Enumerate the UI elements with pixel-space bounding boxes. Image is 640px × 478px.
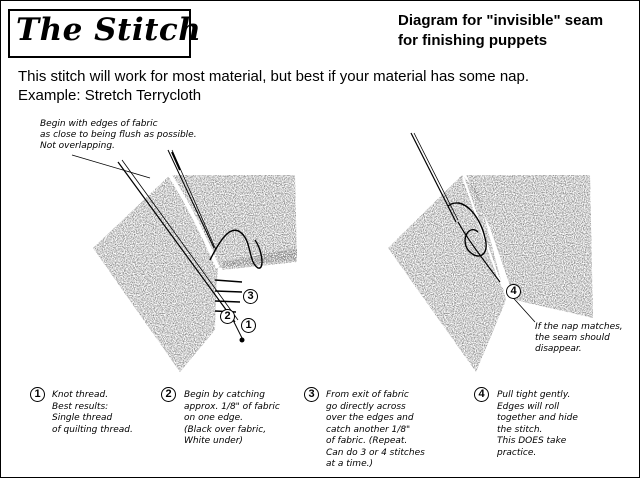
- intro-line-2: Example: Stretch Terrycloth: [18, 87, 202, 104]
- page-title: The Stitch: [16, 12, 202, 48]
- step-line: Pull tight gently.: [497, 390, 571, 400]
- step-4-number: 4: [474, 387, 489, 402]
- right-annotation-line: disappear.: [535, 344, 582, 354]
- step-line: the stitch.: [497, 424, 543, 435]
- marker-3: 3: [243, 289, 258, 304]
- step-1-text: [52, 390, 133, 436]
- step-line: practice.: [497, 447, 537, 458]
- step-line: White under): [184, 436, 243, 446]
- step-line: Best results:: [52, 401, 109, 412]
- step-1-number: 1: [30, 387, 45, 402]
- left-annotation: [40, 119, 197, 152]
- step-line: (Black over fabric,: [184, 424, 267, 435]
- step-line: over the edges and: [326, 413, 414, 423]
- right-annotation: [535, 322, 623, 355]
- step-line: From exit of fabric: [326, 390, 409, 400]
- intro-line-1: This stitch will work for most material, but best if your material has some nap.: [18, 68, 530, 85]
- right-annotation-line: If the nap matches,: [535, 322, 623, 332]
- step-2-number: 2: [161, 387, 176, 402]
- left-annotation-line: Begin with edges of fabric: [40, 119, 158, 129]
- right-annotation-line: the seam should: [535, 333, 610, 343]
- step-line: Edges will roll: [497, 401, 560, 412]
- marker-2: 2: [220, 309, 235, 324]
- step-line: Begin by catching: [184, 390, 265, 400]
- header-line-1: Diagram for "invisible" seam: [398, 12, 604, 29]
- left-fabric: [93, 175, 297, 372]
- step-3-number: 3: [304, 387, 319, 402]
- step-line: of fabric. (Repeat.: [326, 436, 408, 446]
- left-leader: [72, 155, 150, 178]
- step-3-text: [326, 390, 425, 471]
- header-line-2: for finishing puppets: [398, 32, 548, 49]
- left-annotation-line: Not overlapping.: [40, 141, 115, 151]
- step-line: at a time.): [326, 459, 373, 469]
- step-line: of quilting thread.: [52, 424, 133, 435]
- step-line: This DOES take: [497, 436, 567, 446]
- step-line: approx. 1/8" of fabric: [184, 401, 280, 412]
- step-line: catch another 1/8": [326, 424, 411, 435]
- step-line: Can do 3 or 4 stitches: [326, 447, 425, 458]
- step-line: together and hide: [497, 413, 578, 423]
- step-line: Single thread: [52, 413, 113, 423]
- marker-1: 1: [241, 318, 256, 333]
- step-line: go directly across: [326, 401, 406, 412]
- step-line: Knot thread.: [52, 390, 109, 400]
- step-2-text: [184, 390, 280, 448]
- marker-4: 4: [506, 284, 521, 299]
- left-annotation-line: as close to being flush as possible.: [40, 130, 197, 140]
- step-line: on one edge.: [184, 413, 244, 423]
- step-4-text: [497, 390, 578, 459]
- thread-knot: [240, 338, 245, 343]
